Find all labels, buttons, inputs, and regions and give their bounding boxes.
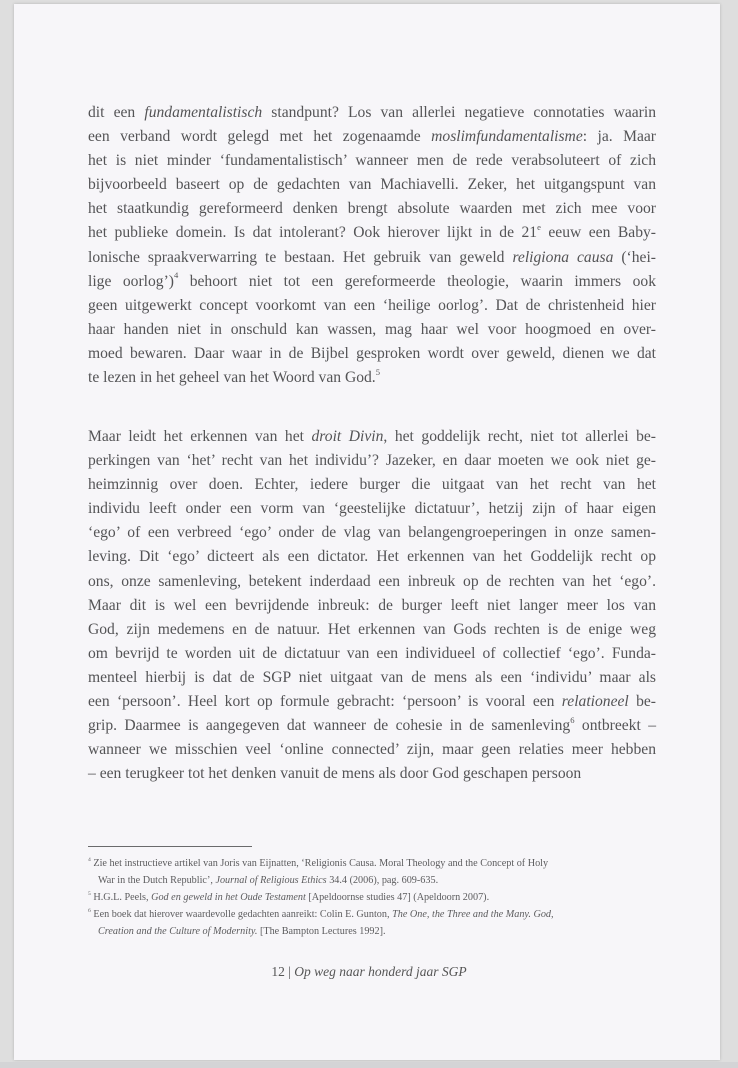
footnote-6	[88, 906, 660, 940]
footer-separator: |	[284, 964, 295, 979]
text-run: (‘hei-	[613, 248, 656, 266]
footnote-reference: 6	[570, 714, 575, 725]
text-run: , het goddelijk recht, niet tot allerlei be-	[383, 428, 656, 445]
text-line	[88, 762, 656, 786]
text-run: menteel hierbij is dat de SGP niet uitgaat van de mens als een ‘individu’ maar als	[88, 668, 656, 686]
text-run: Zie het instructieve artikel van Joris van Eijnatten, ‘Religionis Causa. Moral Theology and the Concept of Holy	[93, 858, 549, 869]
footnote-5	[88, 889, 660, 906]
text-line	[88, 449, 656, 473]
footnote-line	[88, 889, 660, 906]
text-run: God, zijn medemens en de natuur. Het erkennen van Gods rechten is de enige weg	[88, 620, 656, 638]
text-line	[88, 714, 656, 738]
page-number: 12	[271, 964, 285, 979]
text-run: behoort niet tot een gereformeerde theologie, waarin immers ook	[178, 272, 656, 290]
footnote-line	[88, 906, 660, 923]
text-run: ontbreekt –	[574, 717, 657, 735]
text-line	[88, 270, 656, 294]
text-run: het is niet minder ‘fundamentalistisch’ wanneer men de rede verabsoluteert of zich	[88, 152, 656, 170]
text-run: [Apeldoornse studies 47] (Apeldoorn 2007).	[305, 892, 490, 903]
text-run: een ‘persoon’. Heel kort op formule gebracht: ‘persoon’ is vooral een	[88, 693, 562, 711]
text-line	[88, 294, 656, 318]
footnotes	[88, 855, 660, 940]
footnote-reference: 5	[375, 366, 381, 377]
text-run: Een boek dat hierover waardevolle gedachten aanreikt: Colin E. Gunton,	[93, 909, 393, 920]
italic-run: God en geweld in het Oude Testament	[151, 892, 306, 903]
text-run: een verband wordt gelegd met het zogenaamde	[88, 128, 432, 146]
text-line	[88, 173, 656, 197]
footnote-number: 5	[88, 890, 91, 897]
text-line	[88, 570, 656, 594]
italic-run: Creation and the Culture of Modernity.	[98, 926, 258, 937]
text-line	[88, 342, 656, 366]
text-run: heimzinnig over doen. Echter, iedere burger die uitgaat van het recht van het	[88, 476, 656, 494]
footnote-line	[88, 855, 660, 872]
text-run: haar handen niet in onschuld kan wassen, mag haar wel voor hoogmoed en over-	[88, 320, 656, 338]
text-line	[88, 497, 656, 521]
text-line	[88, 366, 656, 390]
text-line	[88, 101, 656, 125]
italic-run: relationeel	[561, 693, 629, 711]
footnote-reference: e	[537, 222, 541, 232]
text-line	[88, 318, 656, 342]
text-run: om bevrijd te worden uit de dictatuur van een individueel of collectief ‘ego’. Funda-	[88, 644, 656, 662]
text-run: eeuw een Baby-	[540, 224, 656, 242]
text-run: ‘ego’ of een verbreed ‘ego’ onder de vlag van belangengroeperingen in onze samen-	[88, 524, 656, 542]
text-line	[88, 666, 656, 690]
text-run: geen uitgewerkt concept voorkomt van een ‘heilige oorlog’. Dat de christenheid hier	[88, 296, 656, 314]
text-run: H.G.L. Peels,	[93, 892, 152, 903]
text-run: leving. Dit ‘ego’ dicteert als een dictator. Het erkennen van het Goddelijk recht op	[88, 548, 656, 566]
text-line	[88, 545, 656, 569]
text-line	[88, 594, 656, 618]
text-run: perkingen van ‘het’ recht van het individu’? Jazeker, en daar moeten we ook niet ge-	[88, 452, 656, 470]
italic-run: Journal of Religious Ethics	[215, 875, 327, 886]
text-line	[88, 473, 656, 497]
text-run: : ja. Maar	[582, 128, 656, 146]
italic-run: religiona causa	[512, 248, 614, 266]
paragraph-1	[88, 101, 656, 390]
text-line	[88, 221, 656, 245]
italic-run: moslimfundamentalisme	[431, 128, 583, 146]
text-line	[88, 425, 656, 449]
footnote-reference: 4	[173, 270, 179, 281]
footnote-separator	[88, 846, 252, 847]
footnote-line	[88, 923, 660, 940]
text-run: [The Bampton Lectures 1992].	[257, 926, 386, 937]
italic-run: fundamentalistisch	[144, 104, 263, 121]
text-run: War in the Dutch Republic’,	[98, 875, 216, 886]
italic-run: droit Divin	[311, 428, 384, 445]
text-line	[88, 690, 656, 714]
text-run: be-	[628, 693, 656, 711]
text-run: – een terugkeer tot het denken vanuit de mens als door God geschapen persoon	[88, 765, 582, 783]
text-run: Maar dit is wel een bevrijdende inbreuk: de burger leeft niet langer meer los van	[88, 596, 656, 614]
text-run: ons, onze samenleving, betekent inderdaad een inbreuk op de rechten van het ‘ego’.	[88, 572, 656, 590]
paragraph-2	[88, 425, 656, 786]
text-run: het publieke domein. Is dat intolerant? Ook hierover lijkt in de 21	[88, 224, 538, 242]
text-run: individu leeft onder een vorm van ‘geestelijke dictatuur’, hetzij zijn of haar eigen	[88, 500, 656, 518]
text-line	[88, 125, 656, 149]
footnote-number: 4	[88, 856, 91, 863]
text-line	[88, 738, 656, 762]
text-run: 34.4 (2006), pag. 609-635.	[326, 875, 439, 886]
text-line	[88, 521, 656, 545]
text-run: wanneer we misschien veel ‘online connected’ zijn, maar geen relaties meer hebben	[88, 741, 656, 759]
footnote-4	[88, 855, 660, 889]
text-line	[88, 618, 656, 642]
text-line	[88, 246, 656, 270]
text-run: lonische spraakverwarring te bestaan. Het gebruik van geweld	[88, 248, 513, 266]
text-run: moed bewaren. Daar waar in de Bijbel gesproken wordt over geweld, dienen we dat	[88, 344, 656, 362]
text-line	[88, 149, 656, 173]
text-line	[88, 197, 656, 221]
text-run: bijvoorbeeld baseert op de gedachten van Machiavelli. Zeker, het uitgangspunt van	[88, 176, 656, 194]
text-run: lige oorlog’)	[88, 272, 174, 290]
text-run: het staatkundig gereformeerd denken brengt absolute waarden met zich mee voor	[88, 200, 656, 218]
book-title: Op weg naar honderd jaar SGP	[294, 964, 467, 979]
bottom-strip	[0, 1062, 738, 1068]
italic-run: The One, the Three and the Many. God,	[392, 909, 554, 920]
footnote-number: 6	[88, 907, 91, 914]
text-run: te lezen in het geheel van het Woord van God.	[88, 369, 376, 387]
text-run: Maar leidt het erkennen van het	[88, 428, 312, 445]
text-run: dit een	[88, 104, 145, 121]
text-run: grip. Daarmee is aangegeven dat wanneer de cohesie in de samenleving	[88, 717, 571, 735]
footnote-line	[88, 872, 660, 889]
text-line	[88, 642, 656, 666]
page-footer	[0, 964, 738, 980]
text-run: standpunt? Los van allerlei negatieve connotaties waarin	[262, 104, 656, 121]
